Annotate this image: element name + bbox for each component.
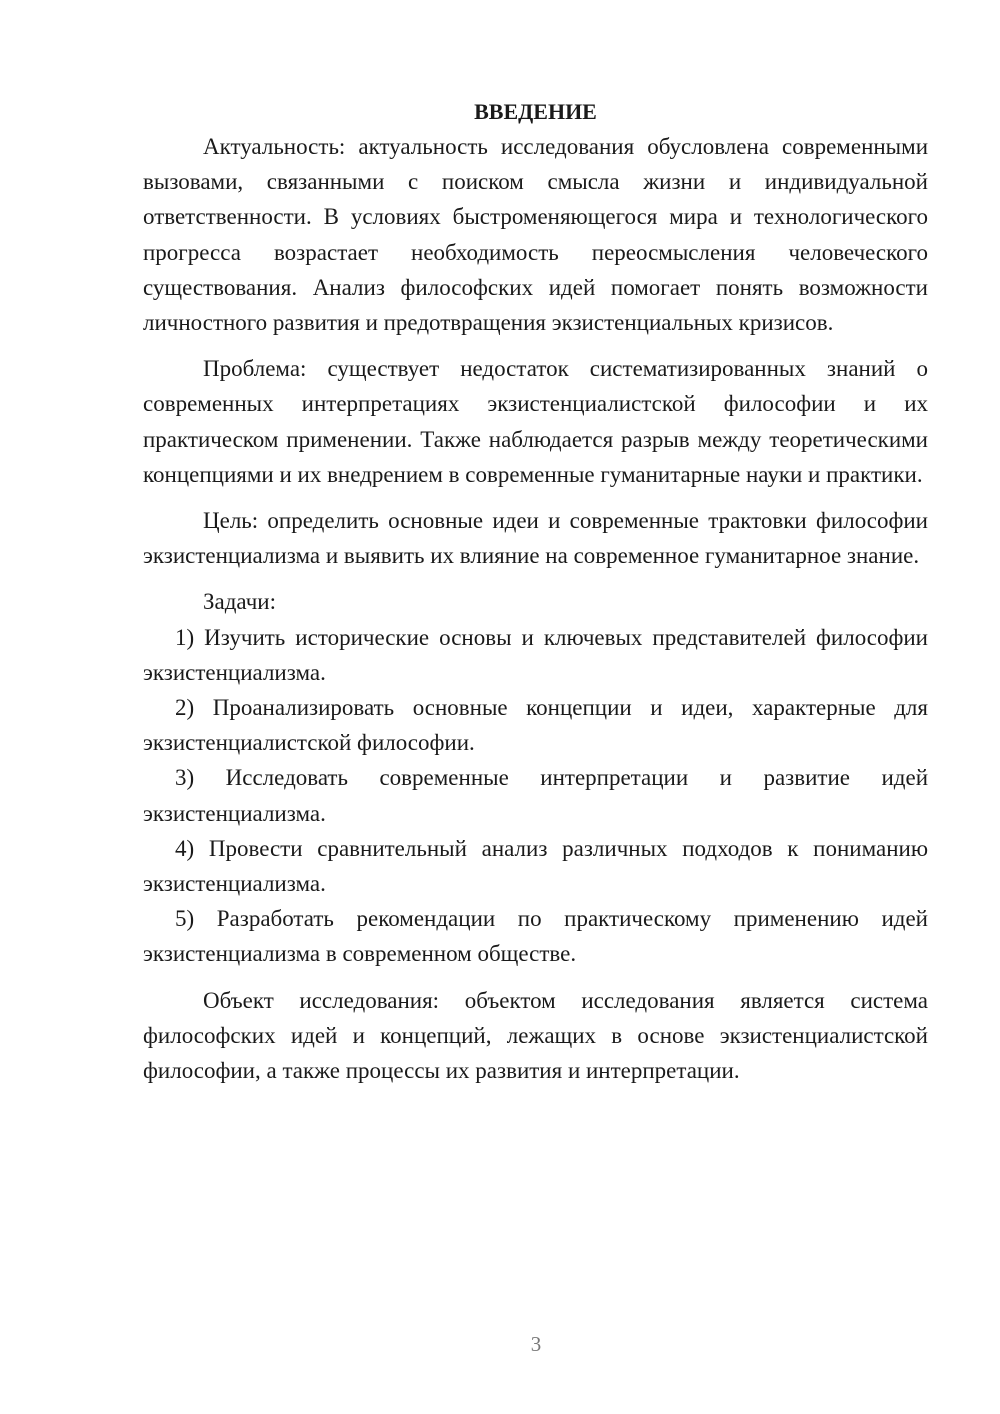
tasks-heading: Задачи: xyxy=(203,589,276,615)
task-item-5: 5) Разработать рекомендации по практическому применению идей экзистенциализма в современном обществе. xyxy=(143,906,928,967)
page-content xyxy=(143,94,928,1088)
task-item-2: 2) Проанализировать основные концепции и идеи, характерные для экзистенциалистской философии. xyxy=(143,695,928,756)
goal-paragraph: Цель: определить основные идеи и современные трактовки философии экзистенциализма и выявить их влияние на современное гуманитарное знание. xyxy=(143,508,928,569)
problem-paragraph: Проблема: существует недостаток систематизированных знаний о современных интерпретациях экзистенциалистской философии и их практическом применении. Также наблюдается разрыв между теоретическими концепциями и их внедрением в современные гуманитарные науки и практики. xyxy=(143,356,928,487)
task-item-4: 4) Провести сравнительный анализ различных подходов к пониманию экзистенциализма. xyxy=(143,835,928,897)
relevance-paragraph: Актуальность: актуальность исследования обусловлена современными вызовами, связанными с поиском смысла жизни и индивидуальной ответственности. В условиях быстроменяющегося мира и технологического прогресса возрастает необходимость переосмысления человеческого существования. Анализ философских идей помогает понять возможности личностного развития и предотвращения экзистенциальных кризисов. xyxy=(143,134,928,336)
object-paragraph: Объект исследования: объектом исследования является система философских идей и концепций, лежащих в основе экзистенциалистской философии, а также процессы их развития и интерпретации. xyxy=(143,987,928,1084)
page-number: 3 xyxy=(530,1332,542,1356)
task-item-1: 1) Изучить исторические основы и ключевых представителей философии экзистенциализма. xyxy=(143,624,928,685)
task-item-3: 3) Исследовать современные интерпретации и развитие идей экзистенциализма. xyxy=(143,765,928,826)
section-title: ВВЕДЕНИЕ xyxy=(474,99,597,124)
